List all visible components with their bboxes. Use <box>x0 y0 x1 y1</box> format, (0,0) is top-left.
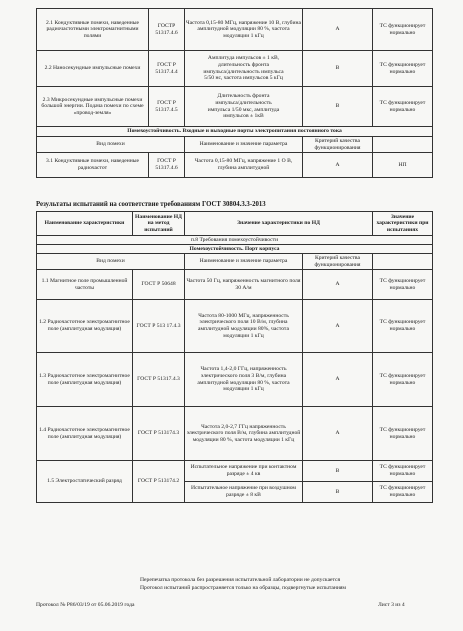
cell-std: ГОСТ Р 50648 <box>133 270 185 300</box>
table-row <box>37 461 433 482</box>
cell-std: ГОСТ Р 51317.4.6 <box>149 153 185 178</box>
table-row <box>37 51 433 87</box>
value-line: импульса/длительность импульса <box>203 68 284 75</box>
section-caption: Результаты испытаний на соответствие требованиям ГОСТ 30804.3.3-2013 <box>36 201 266 208</box>
cell-name: 1.1 Магнитное поле промышленной частоты <box>37 270 133 300</box>
value-line: длительность фронта <box>218 61 269 68</box>
cell-std: ГОСТ Р 51317.4.3 <box>133 353 185 407</box>
cell-std: ГОСТ Р 513174.2 <box>133 461 185 503</box>
cell-value: Частота 1,4-2,0 ГГц, напряженность электрического поля 3 В/м, глубина амплитудной модуляции 80 %, частота модуляции 1 кГц <box>185 353 303 407</box>
cell-value: Частота 80-1000 МГц, напряженность электрического поля 10 В/м, глубина амплитудной модуляции 80%, частота модуляции 1 кГц <box>185 300 303 353</box>
table-row <box>37 353 433 407</box>
section-title: Помехоустойчивость. Порт корпуса <box>37 245 433 254</box>
section-title: Помехоустойчивость. Входные и выходные порты электропитания постоянного тока <box>37 127 433 137</box>
table-row <box>37 153 433 178</box>
footer-note-1: Перепечатка протокола без разрешения испытательной лаборатории не допускается <box>140 577 341 583</box>
cell-result: ТС функционирует нормально <box>373 300 433 353</box>
header-method: Наименование НД на метод испытаний <box>133 212 185 236</box>
footer-sheet: Лист 3 из 4 <box>378 602 405 608</box>
footer-note-2: Протокол испытаний распространяется только на образцы, подвергнутые испытаниям <box>140 585 346 591</box>
value-line: импульса/длительность <box>215 99 272 106</box>
cell-result: ТС функционирует нормально <box>373 482 433 503</box>
cell-std: ГОСТ Р 51317.4.4 <box>149 51 185 87</box>
header-crit: Критерий качества функционирования <box>303 254 373 270</box>
header-empty <box>373 137 433 153</box>
header-empty <box>373 254 433 270</box>
cell-name: 2.2 Наносекундные импульсные помехи <box>37 51 149 87</box>
header-row <box>37 212 433 236</box>
cell-std: ГОСТР 51317.4.6 <box>149 9 185 51</box>
cell-name: 1.5 Электростатический разряд <box>37 461 133 503</box>
value-line: 5/50 нс, частота импульсов 5 кГц <box>204 75 283 82</box>
cell-crit: А <box>303 407 373 461</box>
cell-value <box>185 87 303 127</box>
cell-value: Частота 0,15-80 МГц, напряжение 10 В, глубина амплитудной модуляции 80 %, частота модуляции 1 кГц <box>185 9 303 51</box>
cell-name: 2.1 Кондуктивные помехи, наведенные радиочастотными электромагнитными полями <box>37 9 149 51</box>
cell-name: 3.1 Кондуктивные помехи, наведенные радиочастот <box>37 153 149 178</box>
header-crit: Критерий качества функционирования <box>303 137 373 153</box>
cell-crit: А <box>303 9 373 51</box>
cell-crit: А <box>303 153 373 178</box>
cell-crit: А <box>303 270 373 300</box>
cell-value: Частота 0,15-80 МГц, напряжение 1 О В, глубина амплитудной <box>185 153 303 178</box>
cell-value: Частота 2,0-2,7 ГГц напряженность электрического поля В/м, глубина амплитудной модуляции 80 %, частота модуляции 1 кГц <box>185 407 303 461</box>
table-power-ports <box>36 8 433 178</box>
cell-crit: В <box>303 461 373 482</box>
section-row <box>37 127 433 137</box>
header-param: Наименование и значение параметра <box>185 254 303 270</box>
table-row <box>37 270 433 300</box>
cell-result: ТС функционирует нормально <box>373 407 433 461</box>
cell-crit: В <box>303 51 373 87</box>
cell-value: Испытательное напряжение при контактном разряде ± 4 кв <box>185 461 303 482</box>
header-row <box>37 254 433 270</box>
header-nd-value: Значение характеристики по НД <box>185 212 373 236</box>
header-characteristic: Наименование характеристики <box>37 212 133 236</box>
cell-name: 1.4 Радиочастотное электромагнитное поле (амплитудная модуляция) <box>37 407 133 461</box>
table-enclosure-port <box>36 211 433 503</box>
table-row <box>37 300 433 353</box>
cell-value: Частота 50 Гц, напряженность магнитного поля 30 А/м <box>185 270 303 300</box>
header-row <box>37 137 433 153</box>
cell-std: ГОСТ Р 513 17.4.3 <box>133 300 185 353</box>
cell-std: ГОСТ Р 51317.4.5 <box>149 87 185 127</box>
cell-value: Испытательное напряжение при воздушном разряде ± 8 кВ <box>185 482 303 503</box>
cell-result: ТС функционирует нормально <box>373 270 433 300</box>
cell-result: ТС функционирует нормально <box>373 9 433 51</box>
table-row <box>37 9 433 51</box>
cell-name: 1.3 Радиочастотное электромагнитное поле (амплитудная модуляция) <box>37 353 133 407</box>
header-test-value: Значение характеристики при испытаниях <box>373 212 433 236</box>
cell-result: ТС функционирует нормально <box>373 51 433 87</box>
cell-result: ТС функционирует нормально <box>373 353 433 407</box>
cell-name: 1.2 Радиочастотное электромагнитное поле (амплитудная модуляция) <box>37 300 133 353</box>
header-kind: Вид помехи <box>37 137 185 153</box>
cell-crit: А <box>303 353 373 407</box>
cell-result: ТС функционирует нормально <box>373 87 433 127</box>
table-row <box>37 87 433 127</box>
cell-result: НП <box>373 153 433 178</box>
subhead: п.8 Требования помехоустойчивости <box>37 236 433 245</box>
value-line: Амплитуда импульсов ± 1 кВ, <box>207 55 280 62</box>
cell-name: 2.3 Микросекундные импульсные помехи большой энергии. Подача помехи по схеме «провод-земля» <box>37 87 149 127</box>
table-row <box>37 407 433 461</box>
cell-std: ГОСТ Р 513174.3 <box>133 407 185 461</box>
value-line: импульсов ± 1кВ <box>223 113 264 120</box>
section-row <box>37 245 433 254</box>
cell-crit: В <box>303 482 373 503</box>
subhead-row <box>37 236 433 245</box>
header-kind: Вид помехи <box>37 254 185 270</box>
value-line: импульса 1/50 мкс, амплитуда <box>207 106 280 113</box>
footer-protocol: Протокол № Р86/03/19 от 05.06.2019 года <box>36 602 135 608</box>
cell-crit: А <box>303 300 373 353</box>
value-line: Длительность фронта <box>217 93 270 100</box>
cell-result: ТС функционирует нормально <box>373 461 433 482</box>
cell-value <box>185 51 303 87</box>
cell-crit: В <box>303 87 373 127</box>
header-param: Наименование и значение параметра <box>185 137 303 153</box>
